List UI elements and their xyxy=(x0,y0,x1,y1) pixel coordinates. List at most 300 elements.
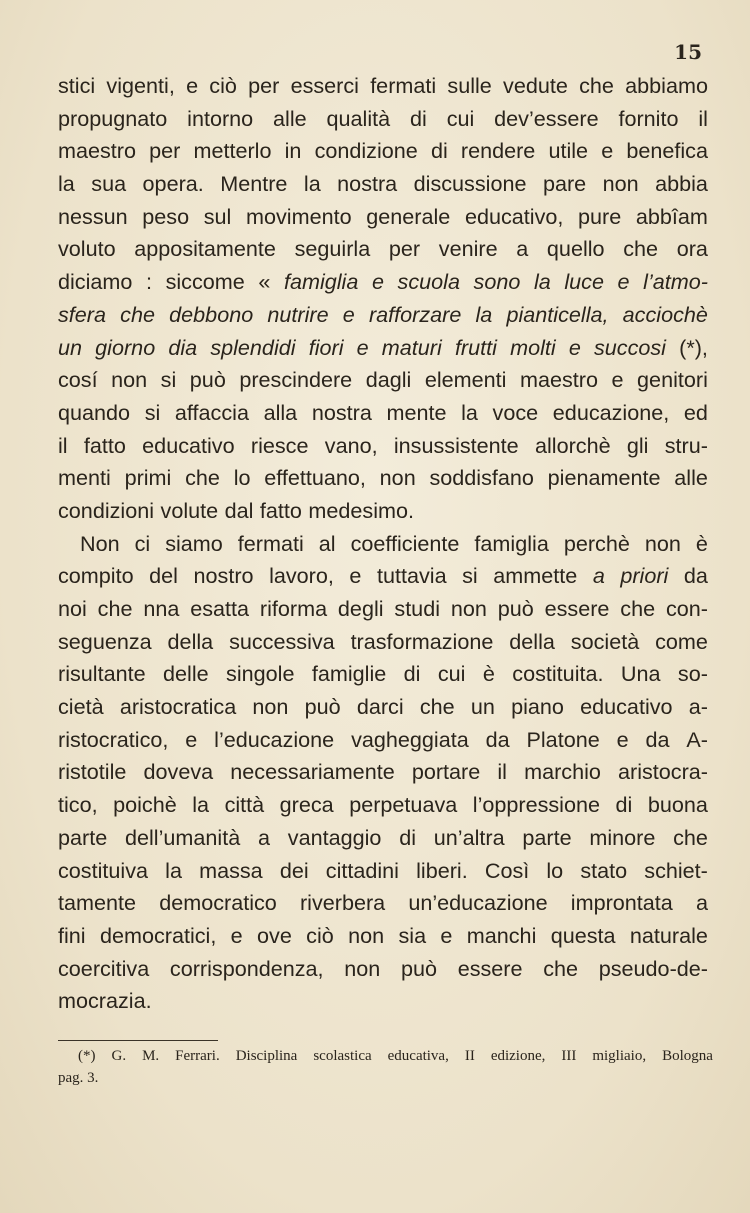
word: Non xyxy=(80,530,120,556)
word: è xyxy=(695,530,708,556)
text-line xyxy=(58,266,708,299)
word: luce xyxy=(564,269,604,295)
footnote xyxy=(58,1045,713,1089)
word: maestro xyxy=(58,138,137,164)
word: volute xyxy=(160,497,219,523)
word: condizione xyxy=(314,138,418,164)
word: « xyxy=(258,269,271,295)
word: edizione, xyxy=(490,1048,546,1064)
word: mocrazia. xyxy=(58,988,152,1014)
word: nostra xyxy=(311,399,372,425)
word: liberi. xyxy=(416,857,468,883)
word: peso xyxy=(142,203,190,229)
word: in xyxy=(284,138,302,164)
word: non xyxy=(602,171,639,197)
word: quando xyxy=(58,399,131,425)
text-line xyxy=(58,299,708,332)
word: fornito xyxy=(618,105,679,131)
text-line xyxy=(58,528,708,561)
word: stici xyxy=(58,73,96,98)
word: tamente xyxy=(58,890,137,916)
word: quello xyxy=(546,236,605,262)
word: si xyxy=(160,367,177,393)
word: succosi xyxy=(593,334,666,360)
word: non xyxy=(348,922,385,948)
word: di xyxy=(430,138,448,164)
word: tuttavia xyxy=(376,563,447,589)
word: come xyxy=(655,628,708,654)
word: III xyxy=(561,1048,577,1064)
word: parte xyxy=(58,824,108,850)
word: Mentre xyxy=(220,171,288,197)
word: affaccia xyxy=(174,399,249,425)
word: e xyxy=(342,301,355,327)
word: costituita. xyxy=(512,661,604,687)
word: si xyxy=(144,399,161,425)
word: un’altra xyxy=(433,824,505,850)
word: piano xyxy=(511,694,564,720)
word: pure xyxy=(578,203,622,229)
word: lo xyxy=(233,465,251,491)
word: so- xyxy=(677,661,708,687)
word: giorno xyxy=(95,334,156,360)
text-line xyxy=(58,70,708,103)
word: che xyxy=(620,596,656,621)
word: propugnato xyxy=(58,105,168,131)
word: lavoro, xyxy=(269,563,334,589)
word: riforma xyxy=(259,596,328,621)
word: migliaio, xyxy=(592,1048,647,1064)
word: con- xyxy=(665,596,708,621)
word: appositamente xyxy=(134,236,276,262)
word: il xyxy=(497,759,507,785)
word: della xyxy=(167,628,214,654)
word: cietà xyxy=(58,694,104,720)
word: può xyxy=(400,955,437,981)
word: priori xyxy=(620,563,669,589)
text-line xyxy=(58,397,708,430)
word: città xyxy=(224,792,265,818)
word: di xyxy=(615,792,633,818)
word: cittadini xyxy=(325,857,399,883)
word: sua xyxy=(91,171,127,197)
word: marchio xyxy=(524,759,601,785)
word: benefica xyxy=(626,138,708,164)
word: dagli xyxy=(365,367,412,393)
word: esserci xyxy=(290,73,359,98)
word: allorchè xyxy=(534,432,611,458)
word: al xyxy=(318,530,336,556)
word: e xyxy=(616,726,629,752)
text-line xyxy=(58,135,708,168)
word: fermati xyxy=(237,530,304,556)
word: sul xyxy=(203,203,232,229)
text-line xyxy=(58,430,708,463)
word: un xyxy=(470,694,495,720)
text-line xyxy=(58,593,708,626)
word: cosí xyxy=(58,367,98,393)
word: risultante xyxy=(58,661,146,687)
word: cui xyxy=(437,661,466,687)
word: gli xyxy=(626,432,649,458)
word: può xyxy=(189,367,226,393)
word: intorno xyxy=(187,105,254,131)
word: portare xyxy=(411,759,481,785)
word: nna xyxy=(143,596,180,621)
word: frutti xyxy=(454,334,497,360)
word: Una xyxy=(620,661,661,687)
word: e xyxy=(230,922,243,948)
word: fiori xyxy=(308,334,344,360)
text-line xyxy=(58,364,708,397)
word: qualità xyxy=(326,105,391,131)
word: vantaggio xyxy=(287,824,382,850)
word: soddisfano xyxy=(429,465,534,491)
word: ciò xyxy=(209,73,237,98)
word: generale xyxy=(366,203,451,229)
word: per xyxy=(248,73,280,98)
word: acciochè xyxy=(622,301,708,327)
word: e xyxy=(440,922,453,948)
word: parte xyxy=(522,824,572,850)
word: lo xyxy=(546,857,564,883)
word: pienamente xyxy=(547,465,661,491)
word: schiet- xyxy=(644,857,708,883)
word: corrispondenza, xyxy=(169,955,324,981)
word: e xyxy=(349,563,362,589)
word: scolastica xyxy=(313,1048,372,1064)
text-line xyxy=(58,724,708,757)
word: a xyxy=(695,890,708,916)
text-line xyxy=(58,462,708,495)
word: molti xyxy=(510,334,556,360)
word: democratici, xyxy=(99,922,217,948)
word: pare xyxy=(542,171,587,197)
word: l’oppressione xyxy=(472,792,601,818)
text-line xyxy=(58,953,708,986)
word: trasformazione xyxy=(350,628,494,654)
text-line xyxy=(58,658,708,691)
word: seguirla xyxy=(294,236,371,262)
word: Così xyxy=(484,857,530,883)
word: II xyxy=(464,1048,475,1064)
word: l’atmo- xyxy=(643,269,708,295)
word: perchè xyxy=(563,530,630,556)
word: G. xyxy=(111,1048,127,1064)
word: insussistente xyxy=(393,432,519,458)
word: per xyxy=(149,138,181,164)
word: educativo xyxy=(142,432,235,458)
word: non xyxy=(111,367,148,393)
word: riesce xyxy=(250,432,309,458)
word: scuola xyxy=(397,269,460,295)
word: coercitiva xyxy=(58,955,150,981)
word: voce xyxy=(492,399,539,425)
word: voluto xyxy=(58,236,116,262)
body-text xyxy=(58,70,708,1018)
word: non xyxy=(344,955,381,981)
word: che xyxy=(673,824,708,850)
word: genitori xyxy=(637,367,708,393)
word: pianticella, xyxy=(506,301,609,327)
word: ove xyxy=(257,922,292,948)
word: siccome xyxy=(165,269,245,295)
word: dei xyxy=(279,857,309,883)
word: rafforzare xyxy=(368,301,462,327)
word: non xyxy=(450,596,487,621)
word: studi xyxy=(394,596,441,621)
page-number: 15 xyxy=(674,40,702,64)
word: educativa, xyxy=(387,1048,449,1064)
word: ristotile xyxy=(58,759,127,785)
word: dal xyxy=(224,497,254,523)
word: dell’umanità xyxy=(124,824,241,850)
word: : xyxy=(146,269,152,295)
word: e xyxy=(186,73,199,98)
word: massa xyxy=(199,857,263,883)
word: Platone xyxy=(526,726,600,752)
word: menti xyxy=(58,465,111,491)
word: a- xyxy=(688,694,708,720)
word: fatto xyxy=(83,432,126,458)
word: non xyxy=(379,465,416,491)
word: educativo, xyxy=(464,203,564,229)
word: sono xyxy=(473,269,521,295)
word: delle xyxy=(163,661,209,687)
word: vano, xyxy=(324,432,378,458)
word: dev’essere xyxy=(494,105,599,131)
word: di xyxy=(399,824,416,850)
footnote-rule xyxy=(58,1040,218,1041)
word: Bologna xyxy=(662,1048,713,1064)
word: che xyxy=(120,301,155,327)
word: non xyxy=(644,530,681,556)
word: fatto xyxy=(259,497,302,523)
word: la xyxy=(58,171,75,197)
word: riverbera xyxy=(299,890,386,916)
word: la xyxy=(475,301,493,327)
word: abbia xyxy=(655,171,708,197)
word: che xyxy=(623,236,659,262)
text-line xyxy=(58,756,708,789)
word: ora xyxy=(676,236,708,262)
word: e xyxy=(617,269,630,295)
word: può xyxy=(497,596,534,621)
word: fini xyxy=(58,922,86,948)
word: ciò xyxy=(306,922,334,948)
word: stru- xyxy=(664,432,708,458)
text-line xyxy=(58,920,708,953)
word: tico, xyxy=(58,792,98,818)
word: nutrire xyxy=(267,301,329,327)
word: noi xyxy=(58,596,87,621)
word: si xyxy=(462,563,478,589)
word: (*), xyxy=(679,334,708,360)
word: la xyxy=(461,399,478,425)
word: M. xyxy=(142,1048,160,1064)
word: la xyxy=(303,171,321,197)
word: a xyxy=(257,824,270,850)
word: è xyxy=(482,661,495,687)
word: vagheggiata xyxy=(351,726,469,752)
word: non xyxy=(252,694,289,720)
word: la xyxy=(192,792,210,818)
word: società xyxy=(570,628,640,654)
word: del xyxy=(149,563,178,589)
word: e xyxy=(611,367,624,393)
word: vedute xyxy=(503,73,568,98)
word: poichè xyxy=(113,792,177,818)
word: essere xyxy=(457,955,523,981)
word: compito xyxy=(58,563,134,589)
word: condizioni xyxy=(58,497,155,523)
word: aristocratica xyxy=(119,694,237,720)
word: nessun xyxy=(58,203,128,229)
word: pseudo-de- xyxy=(598,955,708,981)
word: sulle xyxy=(447,73,492,98)
word: della xyxy=(509,628,555,654)
word: maturi xyxy=(381,334,442,360)
word: per xyxy=(388,236,421,262)
word: metterlo xyxy=(193,138,272,164)
word: movimento xyxy=(246,203,352,229)
word: degli xyxy=(337,596,384,621)
text-line xyxy=(58,626,708,659)
word: educativo xyxy=(580,694,673,720)
word: debbono xyxy=(169,301,254,327)
word: a xyxy=(516,236,529,262)
word: sia xyxy=(398,922,427,948)
text-line xyxy=(58,103,708,136)
word: fermati xyxy=(370,73,437,98)
word: splendidi xyxy=(210,334,296,360)
word: Ferrari. xyxy=(175,1048,220,1064)
word: abbiamo xyxy=(625,73,708,98)
word: minore xyxy=(589,824,656,850)
word: naturale xyxy=(629,922,708,948)
word: il xyxy=(58,432,68,458)
word: che xyxy=(543,955,579,981)
word: che xyxy=(419,694,455,720)
text-line xyxy=(58,168,708,201)
text-line xyxy=(58,822,708,855)
word: abbîam xyxy=(635,203,708,229)
word: medesimo. xyxy=(308,497,415,523)
word: improntata xyxy=(570,890,673,916)
word: e xyxy=(568,334,581,360)
word: un xyxy=(58,334,83,360)
word: da xyxy=(485,726,510,752)
word: doveva xyxy=(143,759,214,785)
word: A- xyxy=(686,726,708,752)
word: manchi xyxy=(466,922,537,948)
text-line xyxy=(58,789,708,822)
word: di xyxy=(410,105,427,131)
word: alla xyxy=(263,399,298,425)
word: questa xyxy=(550,922,616,948)
word: primi xyxy=(124,465,172,491)
footnote-line xyxy=(58,1045,713,1067)
word: famiglie xyxy=(311,661,387,687)
word: e xyxy=(356,334,369,360)
text-line xyxy=(58,201,708,234)
word: coefficiente xyxy=(350,530,460,556)
word: Disciplina xyxy=(235,1048,298,1064)
word: ristocratico, xyxy=(58,726,169,752)
word: elementi xyxy=(424,367,507,393)
word: e xyxy=(185,726,198,752)
text-line xyxy=(58,495,708,528)
word: rendere xyxy=(460,138,536,164)
word: un’educazione xyxy=(408,890,548,916)
word: diciamo xyxy=(58,269,133,295)
word: seguenza xyxy=(58,628,152,654)
footnote-line: pag. 3. xyxy=(58,1070,99,1086)
text-line xyxy=(58,855,708,888)
word: da xyxy=(645,726,670,752)
word: greca xyxy=(279,792,334,818)
word: stato xyxy=(580,857,628,883)
word: che xyxy=(579,73,614,98)
text-line xyxy=(58,985,708,1018)
word: nostro xyxy=(193,563,254,589)
word: di xyxy=(403,661,421,687)
text-line xyxy=(58,233,708,266)
word: la xyxy=(533,269,551,295)
word: darci xyxy=(356,694,404,720)
word: necessariamente xyxy=(230,759,395,785)
word: famiglia xyxy=(283,269,359,295)
word: maestro xyxy=(519,367,598,393)
word: successiva xyxy=(229,628,335,654)
word: costituiva xyxy=(58,857,149,883)
text-line xyxy=(58,332,708,365)
word: ed xyxy=(683,399,708,425)
word: essere xyxy=(544,596,610,621)
text-line xyxy=(58,887,708,920)
word: la xyxy=(165,857,182,883)
word: cui xyxy=(446,105,475,131)
word: alle xyxy=(273,105,307,131)
word: l’educazione xyxy=(214,726,335,752)
word: nostra xyxy=(337,171,398,197)
word: che xyxy=(97,596,133,621)
word: educazione, xyxy=(552,399,670,425)
word: effettuano, xyxy=(264,465,366,491)
word: singole xyxy=(226,661,295,687)
word: opera. xyxy=(142,171,204,197)
word: utile xyxy=(548,138,589,164)
word: (*) xyxy=(78,1048,96,1064)
word: vigenti, xyxy=(106,73,175,98)
word: ci xyxy=(134,530,151,556)
word: e xyxy=(371,269,384,295)
word: a xyxy=(592,563,605,589)
word: sfera xyxy=(58,301,107,327)
word: discussione xyxy=(413,171,527,197)
word: siamo xyxy=(165,530,223,556)
word: aristocra- xyxy=(618,759,708,785)
word: e xyxy=(601,138,614,164)
word: ammette xyxy=(493,563,578,589)
word: buona xyxy=(647,792,708,818)
text-line xyxy=(58,691,708,724)
word: democratico xyxy=(159,890,277,916)
word: da xyxy=(683,563,708,589)
text-line xyxy=(58,560,708,593)
word: mente xyxy=(386,399,447,425)
word: venire xyxy=(438,236,498,262)
